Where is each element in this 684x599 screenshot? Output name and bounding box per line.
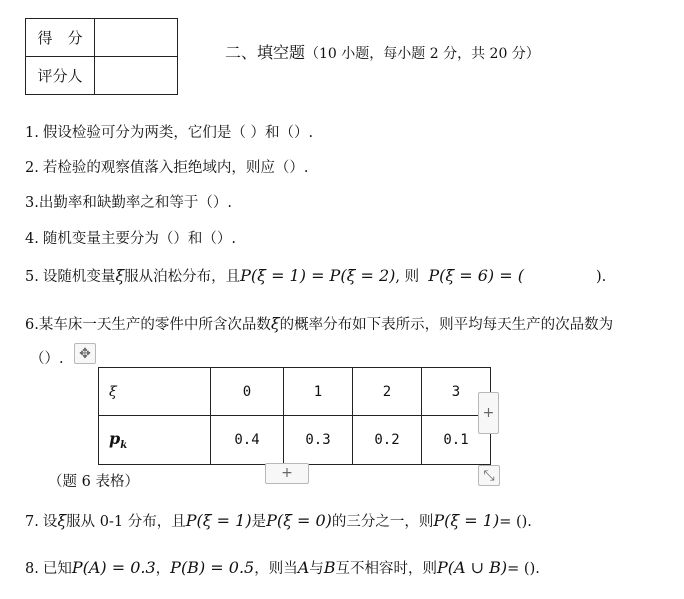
question-7 — [25, 510, 532, 531]
pk-sub: k — [120, 439, 128, 451]
question-7-eq1: P(ξ = 1) — [185, 511, 252, 530]
question-4-number: 4. — [25, 231, 39, 247]
question-7-mid2: 是 — [251, 514, 267, 530]
question-5-end: ). — [595, 269, 607, 285]
question-5-xi: ξ — [115, 266, 125, 285]
score-cell[interactable] — [95, 19, 178, 57]
question-8-b: B — [323, 558, 336, 577]
question-2 — [25, 156, 308, 177]
table-cell-p-0: 0.4 — [211, 416, 284, 465]
question-5-pre: 设随机变量 — [42, 269, 116, 285]
section-title — [225, 40, 540, 63]
question-8-with: 与 — [309, 561, 324, 577]
table-move-handle-icon[interactable]: ✥ — [74, 343, 96, 364]
add-column-button[interactable]: + — [478, 392, 499, 434]
question-7-number: 7. — [25, 514, 39, 530]
question-7-end: = (). — [499, 514, 532, 530]
question-7-mid3: 的三分之一，则 — [331, 514, 434, 530]
distribution-table — [98, 367, 491, 465]
question-8-mid2: 互不相容时，则 — [335, 561, 438, 577]
table-cell-xi-2: 2 — [353, 368, 422, 416]
question-8-sep: ， — [155, 561, 171, 577]
question-3 — [25, 191, 232, 212]
question-2-text: 若检验的观察值落入拒绝域内，则应（）. — [42, 160, 309, 176]
question-7-eq2: P(ξ = 0) — [266, 511, 332, 530]
question-6-number: 6. — [25, 317, 39, 333]
question-7-mid: 服从 0-1 分布，且 — [66, 514, 186, 530]
question-1 — [25, 121, 313, 142]
score-label: 得 分 — [26, 19, 95, 57]
question-8-pre: 已知 — [42, 561, 72, 577]
question-8-eq1: P(A) = 0.3 — [71, 558, 156, 577]
question-8-a: A — [297, 558, 310, 577]
question-5-number: 5. — [25, 269, 39, 285]
add-row-button[interactable]: + — [265, 463, 309, 484]
table-cell-p-1: 0.3 — [284, 416, 353, 465]
question-5-eq2: P(ξ = 6) = ( — [428, 266, 524, 285]
question-6-xi: ξ — [270, 314, 280, 333]
grader-label: 评分人 — [26, 57, 95, 95]
question-6 — [25, 313, 613, 334]
score-box — [25, 18, 178, 95]
question-1-text: 假设检验可分为两类，它们是（ ）和（）. — [42, 125, 314, 141]
question-6-line2: （）. — [30, 351, 64, 367]
table-caption: （题 6 表格） — [48, 474, 139, 490]
section-title-main: 二、填空题 — [225, 43, 306, 62]
question-2-number: 2. — [25, 160, 39, 176]
question-7-pre: 设 — [42, 514, 58, 530]
question-4-text: 随机变量主要分为（）和（）. — [42, 231, 236, 247]
question-6-post: 的概率分布如下表所示，则平均每天生产的次品数为 — [279, 317, 614, 333]
question-6-pre: 某车床一天生产的零件中所含次品数 — [38, 317, 271, 333]
section-title-note: （10 小题，每小题 2 分，共 20 分） — [305, 46, 540, 62]
question-8-eq3: P(A ∪ B) — [437, 558, 508, 577]
table-header-pk — [99, 416, 211, 465]
question-7-eq3: P(ξ = 1) — [433, 511, 500, 530]
question-8 — [25, 557, 540, 578]
question-3-number: 3. — [25, 195, 39, 211]
question-8-number: 8. — [25, 561, 39, 577]
question-5-mid2: , 则 — [395, 269, 420, 285]
table-header-xi: ξ — [99, 368, 211, 416]
question-7-xi: ξ — [57, 511, 67, 530]
question-5-eq1: P(ξ = 1) = P(ξ = 2) — [240, 266, 396, 285]
table-cell-xi-0: 0 — [211, 368, 284, 416]
question-5-mid: 服从泊松分布，且 — [124, 269, 241, 285]
question-8-eq2: P(B) = 0.5 — [170, 558, 255, 577]
question-1-number: 1. — [25, 125, 39, 141]
table-cell-xi-1: 1 — [284, 368, 353, 416]
grader-cell[interactable] — [95, 57, 178, 95]
pk-main: p — [109, 429, 121, 449]
question-5 — [25, 265, 606, 286]
table-resize-icon[interactable]: ⤡ — [478, 465, 500, 486]
question-8-mid: ，则当 — [254, 561, 298, 577]
question-4 — [25, 227, 236, 248]
table-cell-xi-3: 3 — [422, 368, 491, 416]
table-cell-p-2: 0.2 — [353, 416, 422, 465]
question-3-text: 出勤率和缺勤率之和等于（）. — [38, 195, 232, 211]
table-cell-p-3: 0.1 — [422, 416, 491, 465]
question-8-end: = (). — [507, 561, 540, 577]
